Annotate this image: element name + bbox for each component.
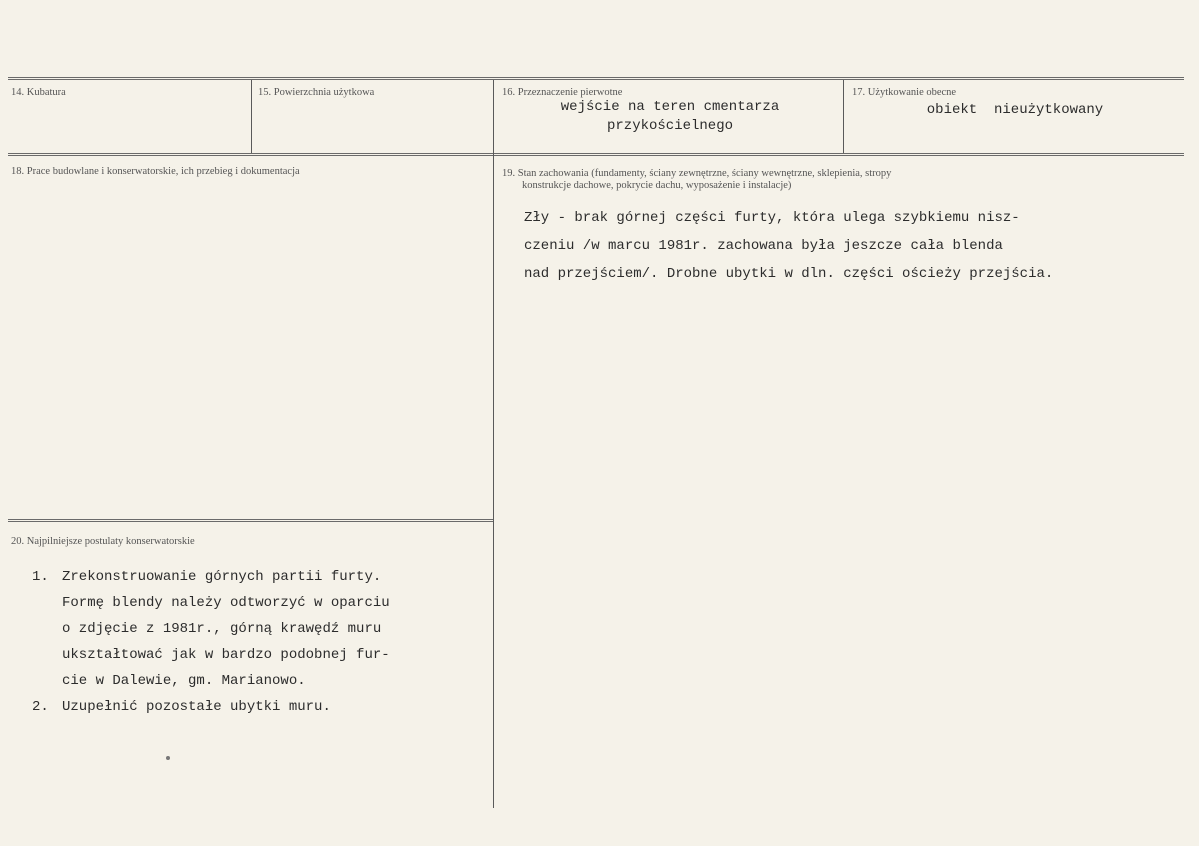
field-20-value	[32, 564, 390, 720]
section20-rule	[8, 519, 494, 522]
divider-14-15	[251, 80, 252, 153]
postulate-1-line-2: Formę blendy należy odtworzyć w oparciu	[62, 595, 390, 611]
field-19-line-1: Zły - brak górnej części furty, która ulega szybkiemu nisz-	[524, 210, 1020, 226]
postulate-1-line-4: ukształtować jak w bardzo podobnej fur-	[62, 647, 390, 663]
field-20-label: 20. Najpilniejsze postulaty konserwatorskie	[11, 536, 195, 547]
field-15-label: 15. Powierzchnia użytkowa	[258, 87, 375, 98]
field-19-label-1: 19. Stan zachowania (fundamenty, ściany zewnętrzne, ściany wewnętrzne, sklepienia, stropy	[502, 168, 892, 179]
postulate-1-number: 1.	[32, 569, 49, 585]
postulate-2-line-1: Uzupełnić pozostałe ubytki muru.	[62, 699, 331, 715]
field-19-line-2: czeniu /w marcu 1981r. zachowana była jeszcze cała blenda	[524, 238, 1003, 254]
field-17-value: obiekt nieużytkowany	[926, 102, 1104, 118]
field-19-value	[524, 204, 1053, 288]
postulate-1-line-3: o zdjęcie z 1981r., górną krawędź muru	[62, 621, 382, 637]
field-18-label: 18. Prace budowlane i konserwatorskie, ich przebieg i dokumentacja	[11, 166, 300, 177]
postulate-2-number: 2.	[32, 699, 49, 715]
postulate-2	[32, 694, 390, 720]
field-19-line-3: nad przejściem/. Drobne ubytki w dln. części ościeży przejścia.	[524, 266, 1054, 282]
field-16-label: 16. Przeznaczenie pierwotne	[502, 87, 623, 98]
field-17-label: 17. Użytkowanie obecne	[852, 87, 957, 98]
top-rule	[8, 77, 1184, 80]
divider-16-17	[843, 80, 844, 153]
field-14-label: 14. Kubatura	[11, 87, 66, 98]
postulate-1-line-1: Zrekonstruowanie górnych partii furty.	[62, 569, 382, 585]
postulate-1	[32, 564, 390, 694]
divider-15-16	[493, 80, 494, 808]
field-16-value	[500, 98, 840, 136]
field-16-line-2: przykościelnego	[606, 118, 734, 134]
field-19-label-2: konstrukcje dachowe, pokrycie dachu, wyposażenie i instalacje)	[522, 180, 792, 191]
field-16-line-1: wejście na teren cmentarza	[560, 99, 780, 115]
middle-rule	[8, 153, 1184, 156]
ink-speck	[166, 756, 170, 760]
postulate-1-line-5: cie w Dalewie, gm. Marianowo.	[62, 673, 306, 689]
